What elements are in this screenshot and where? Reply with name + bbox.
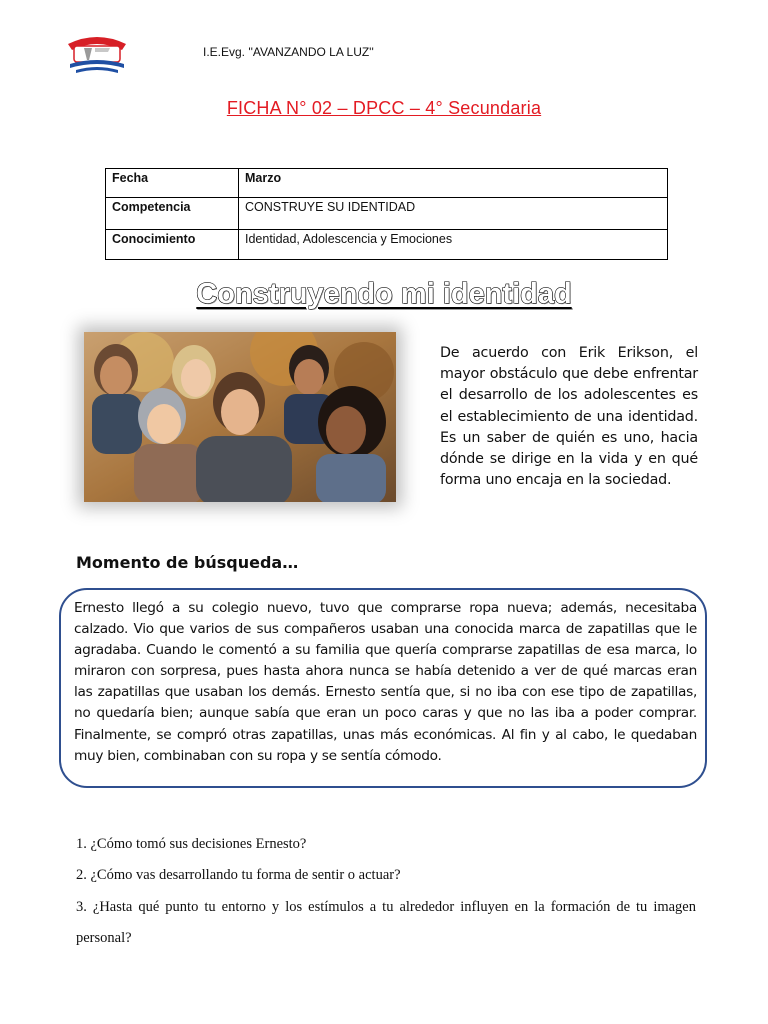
knowledge-value: Identidad, Adolescencia y Emociones — [239, 230, 668, 260]
intro-paragraph: De acuerdo con Erik Erikson, el mayor obstáculo que debe enfrentar el desarrollo de los adolescentes es el establecimiento de una identidad. Es un saber de quién es uno, hacia dónde se dirige en la vida y en qué forma uno encaja en la sociedad. — [440, 345, 698, 489]
knowledge-label: Conocimiento — [106, 230, 239, 260]
section-heading: Momento de búsqueda… — [76, 553, 299, 572]
date-value: Marzo — [239, 169, 668, 198]
main-title: Construyendo mi identidad — [196, 278, 572, 310]
competence-label: Competencia — [106, 198, 239, 230]
teenagers-photo — [84, 332, 396, 502]
table-row — [106, 198, 668, 230]
table-row — [106, 169, 668, 198]
competence-value: CONSTRUYE SU IDENTIDAD — [239, 198, 668, 230]
table-row — [106, 230, 668, 260]
school-logo — [62, 26, 132, 80]
date-label: Fecha — [106, 169, 239, 198]
question-3: 3. ¿Hasta qué punto tu entorno y los estímulos a tu alrededor influyen en la formación de tu imagen personal? — [76, 899, 696, 946]
info-table — [105, 168, 668, 260]
question-1: 1. ¿Cómo tomó sus decisiones Ernesto? — [76, 836, 307, 852]
school-name: I.E.Evg. ''AVANZANDO LA LUZ'' — [203, 45, 374, 59]
story-paragraph: Ernesto llegó a su colegio nuevo, tuvo que comprarse ropa nueva; además, necesitaba calzado. Vio que varios de sus compañeros usaban una conocida marca de zapatillas que le agradaba. Cuando le comentó a su familia que quería comprarse zapatillas de esa marca, lo miraron con sorpresa, pues hasta ahora nunca se había detenido a ver de qué marcas eran las zapatillas que usaban los demás. Ernesto sentía que, si no iba con ese tipo de zapatillas, no quedaría bien; aunque sabía que eran un poco caras y que no las iba a poder comprar. Finalmente, se compró otras zapatillas, unas más económicas. Al fin y al cabo, le quedaban muy bien, combinaban con su ropa y se sentía cómodo. — [74, 600, 697, 764]
question-2: 2. ¿Cómo vas desarrollando tu forma de sentir o actuar? — [76, 867, 401, 883]
worksheet-title: FICHA N° 02 – DPCC – 4° Secundaria — [226, 98, 542, 118]
